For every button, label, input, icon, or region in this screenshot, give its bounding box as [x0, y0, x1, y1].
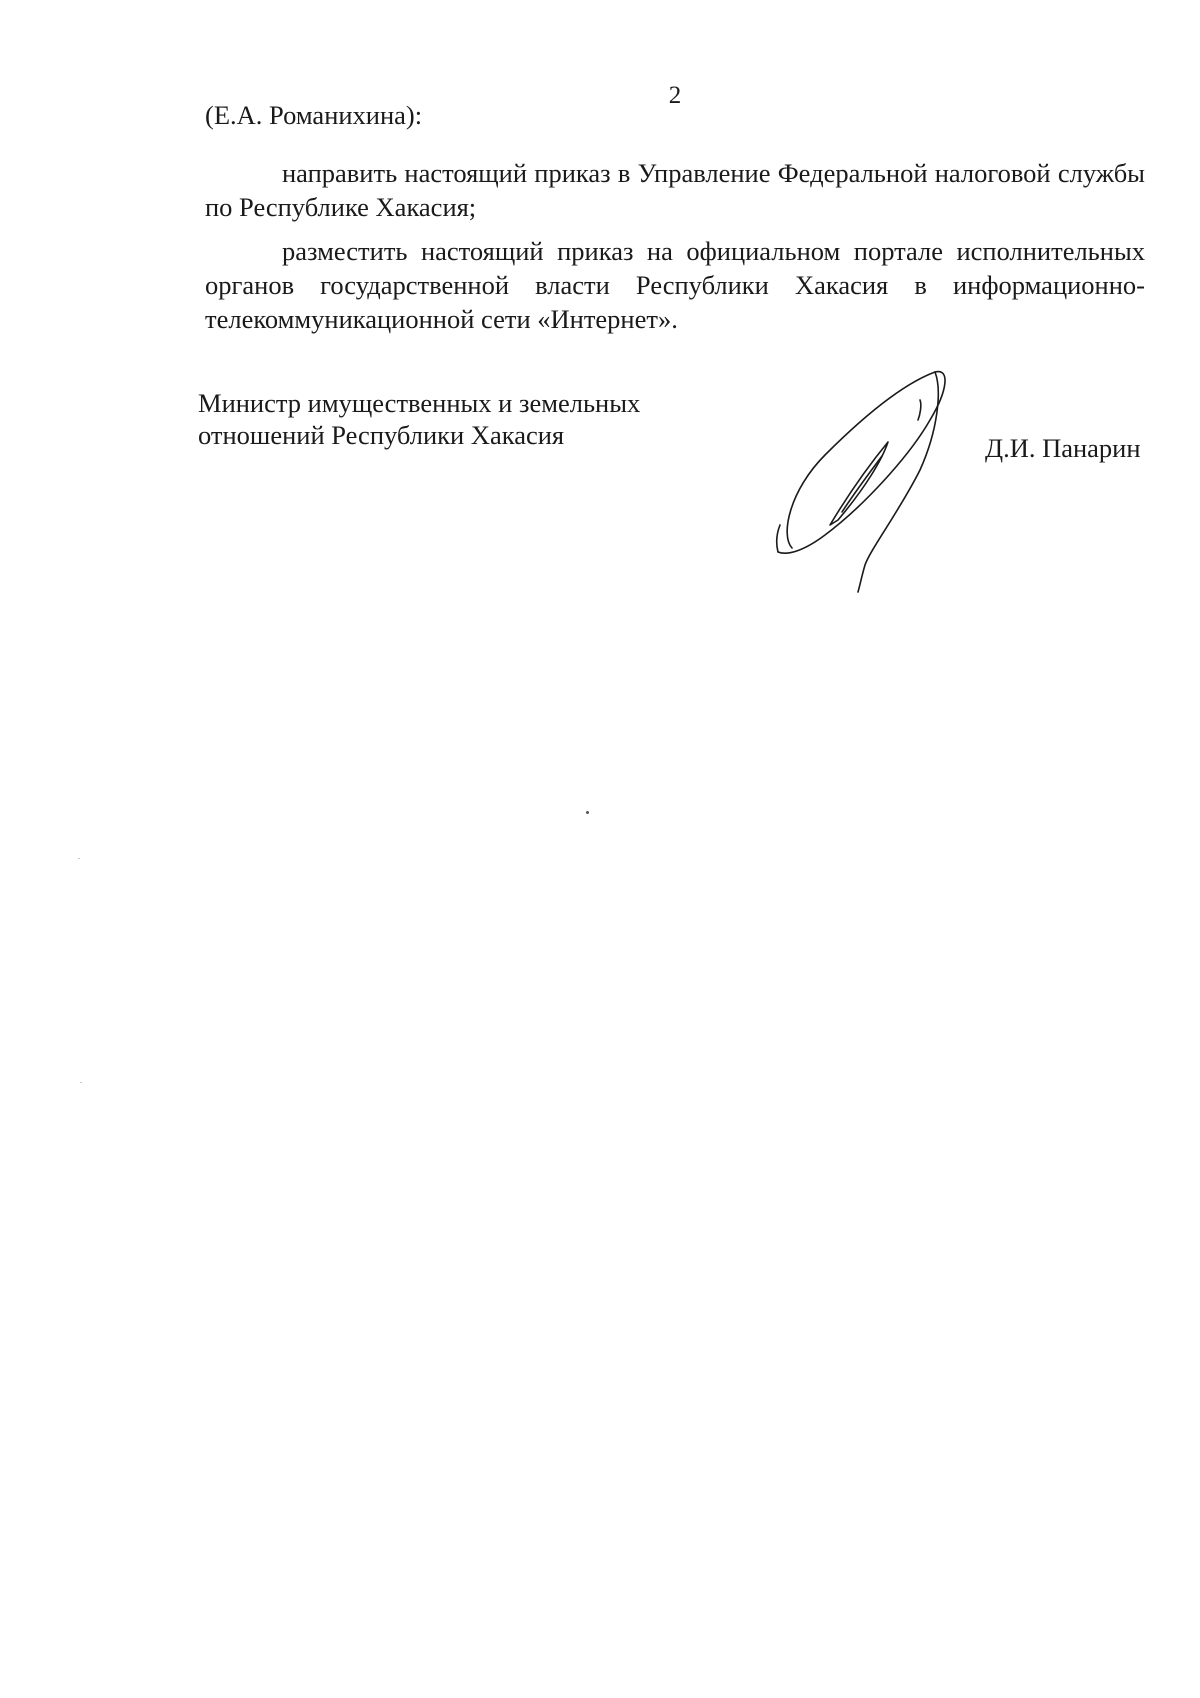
- signatory-position-line-2: отношений Республики Хакасия: [198, 420, 565, 450]
- paragraph-1-line-1: направить настоящий приказ в Управление Федеральной налоговой службы: [282, 158, 1145, 188]
- document-body: [205, 98, 1145, 336]
- signatory-position: [198, 387, 640, 451]
- scan-speck: [78, 858, 80, 859]
- signatory-position-line-1: Министр имущественных и земельных: [198, 388, 641, 418]
- scan-speck: [586, 811, 589, 814]
- paragraph-continuation: (Е.А. Романихина):: [205, 100, 423, 130]
- paragraph-2-line-3: телекоммуникационной сети «Интернет».: [205, 304, 678, 334]
- paragraph-2-line-1: разместить настоящий приказ на официальном портале исполнительных: [282, 236, 1145, 266]
- handwritten-signature: [770, 360, 970, 600]
- signatory-name: Д.И. Панарин: [985, 433, 1141, 463]
- scan-speck: [80, 1082, 82, 1083]
- page-number: 2: [668, 82, 682, 109]
- paragraph-1-line-2: по Республике Хакасия;: [205, 192, 477, 222]
- paragraph-2-line-2: органов государственной власти Республики Хакасия в информационно-: [205, 270, 1145, 300]
